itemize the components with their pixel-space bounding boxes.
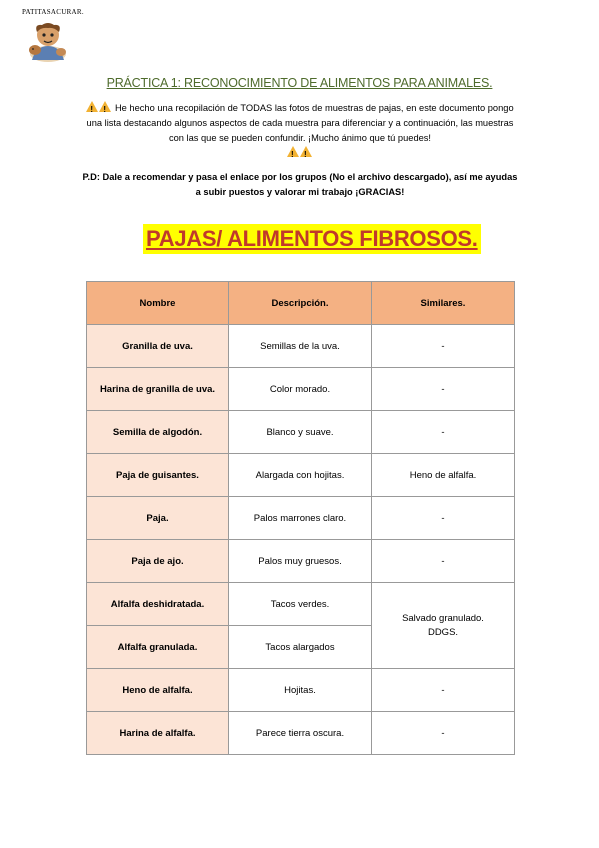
cell-name: Heno de alfalfa. — [87, 669, 229, 712]
cartoon-dog-icon — [26, 20, 70, 62]
table-row — [87, 669, 515, 712]
warning-icon — [287, 146, 299, 157]
intro-paragraph — [80, 101, 520, 161]
warning-icon — [300, 146, 312, 157]
cell-description: Hojitas. — [229, 669, 372, 712]
foods-table — [86, 281, 515, 755]
table-row — [87, 712, 515, 755]
warning-icon — [86, 101, 98, 112]
cell-description: Alargada con hojitas. — [229, 454, 372, 497]
cell-description: Color morado. — [229, 368, 372, 411]
cell-name: Paja de guisantes. — [87, 454, 229, 497]
cell-name: Granilla de uva. — [87, 325, 229, 368]
table-row — [87, 368, 515, 411]
cell-description: Semillas de la uva. — [229, 325, 372, 368]
cell-description: Parece tierra oscura. — [229, 712, 372, 755]
cell-name: Alfalfa granulada. — [87, 626, 229, 669]
column-header-similar: Similares. — [372, 282, 515, 325]
table-row — [87, 497, 515, 540]
brand-name: PATITASACURAR. — [22, 8, 84, 16]
table-row — [87, 583, 515, 626]
cell-name: Harina de granilla de uva. — [87, 368, 229, 411]
cell-name: Alfalfa deshidratada. — [87, 583, 229, 626]
warning-icon — [99, 101, 111, 112]
table-row — [87, 540, 515, 583]
cell-similar: - — [372, 712, 515, 755]
intro-text: He hecho una recopilación de TODAS las fotos de muestras de pajas, en este documento pongo una lista destacando algunos aspectos de cada muestra para diferenciar y a continuación, las muestras con las que se pueden confundir. ¡Mucho ánimo que tú puedes! — [86, 103, 514, 143]
cell-description: Palos marrones claro. — [229, 497, 372, 540]
table-row — [87, 454, 515, 497]
cell-description: Palos muy gruesos. — [229, 540, 372, 583]
cell-similar-merged — [372, 583, 515, 669]
cell-name: Paja. — [87, 497, 229, 540]
cell-description: Tacos verdes. — [229, 583, 372, 626]
similar-line: DDGS. — [427, 626, 459, 638]
cell-similar: - — [372, 540, 515, 583]
similar-line: Salvado granulado. — [402, 612, 484, 624]
table-row — [87, 411, 515, 454]
cell-description: Blanco y suave. — [229, 411, 372, 454]
cell-similar: - — [372, 411, 515, 454]
postscript-text: P.D: Dale a recomendar y pasa el enlace por los grupos (No el archivo descargado), así me ayudas a subir puestos y valorar mi trabajo ¡GRACIAS! — [82, 172, 518, 197]
column-header-description: Descripción. — [229, 282, 372, 325]
cell-name: Paja de ajo. — [87, 540, 229, 583]
table-header-row — [87, 282, 515, 325]
cell-similar: Heno de alfalfa. — [372, 454, 515, 497]
cell-similar: - — [372, 325, 515, 368]
column-header-name: Nombre — [87, 282, 229, 325]
cell-similar: - — [372, 669, 515, 712]
section-heading: PAJAS/ ALIMENTOS FIBROSOS. — [143, 224, 481, 254]
page-title: PRÁCTICA 1: RECONOCIMIENTO DE ALIMENTOS PARA ANIMALES. — [106, 76, 493, 90]
cell-name: Harina de alfalfa. — [87, 712, 229, 755]
cell-similar: - — [372, 368, 515, 411]
cell-similar: - — [372, 497, 515, 540]
table-row — [87, 325, 515, 368]
cell-name: Semilla de algodón. — [87, 411, 229, 454]
cell-description: Tacos alargados — [229, 626, 372, 669]
